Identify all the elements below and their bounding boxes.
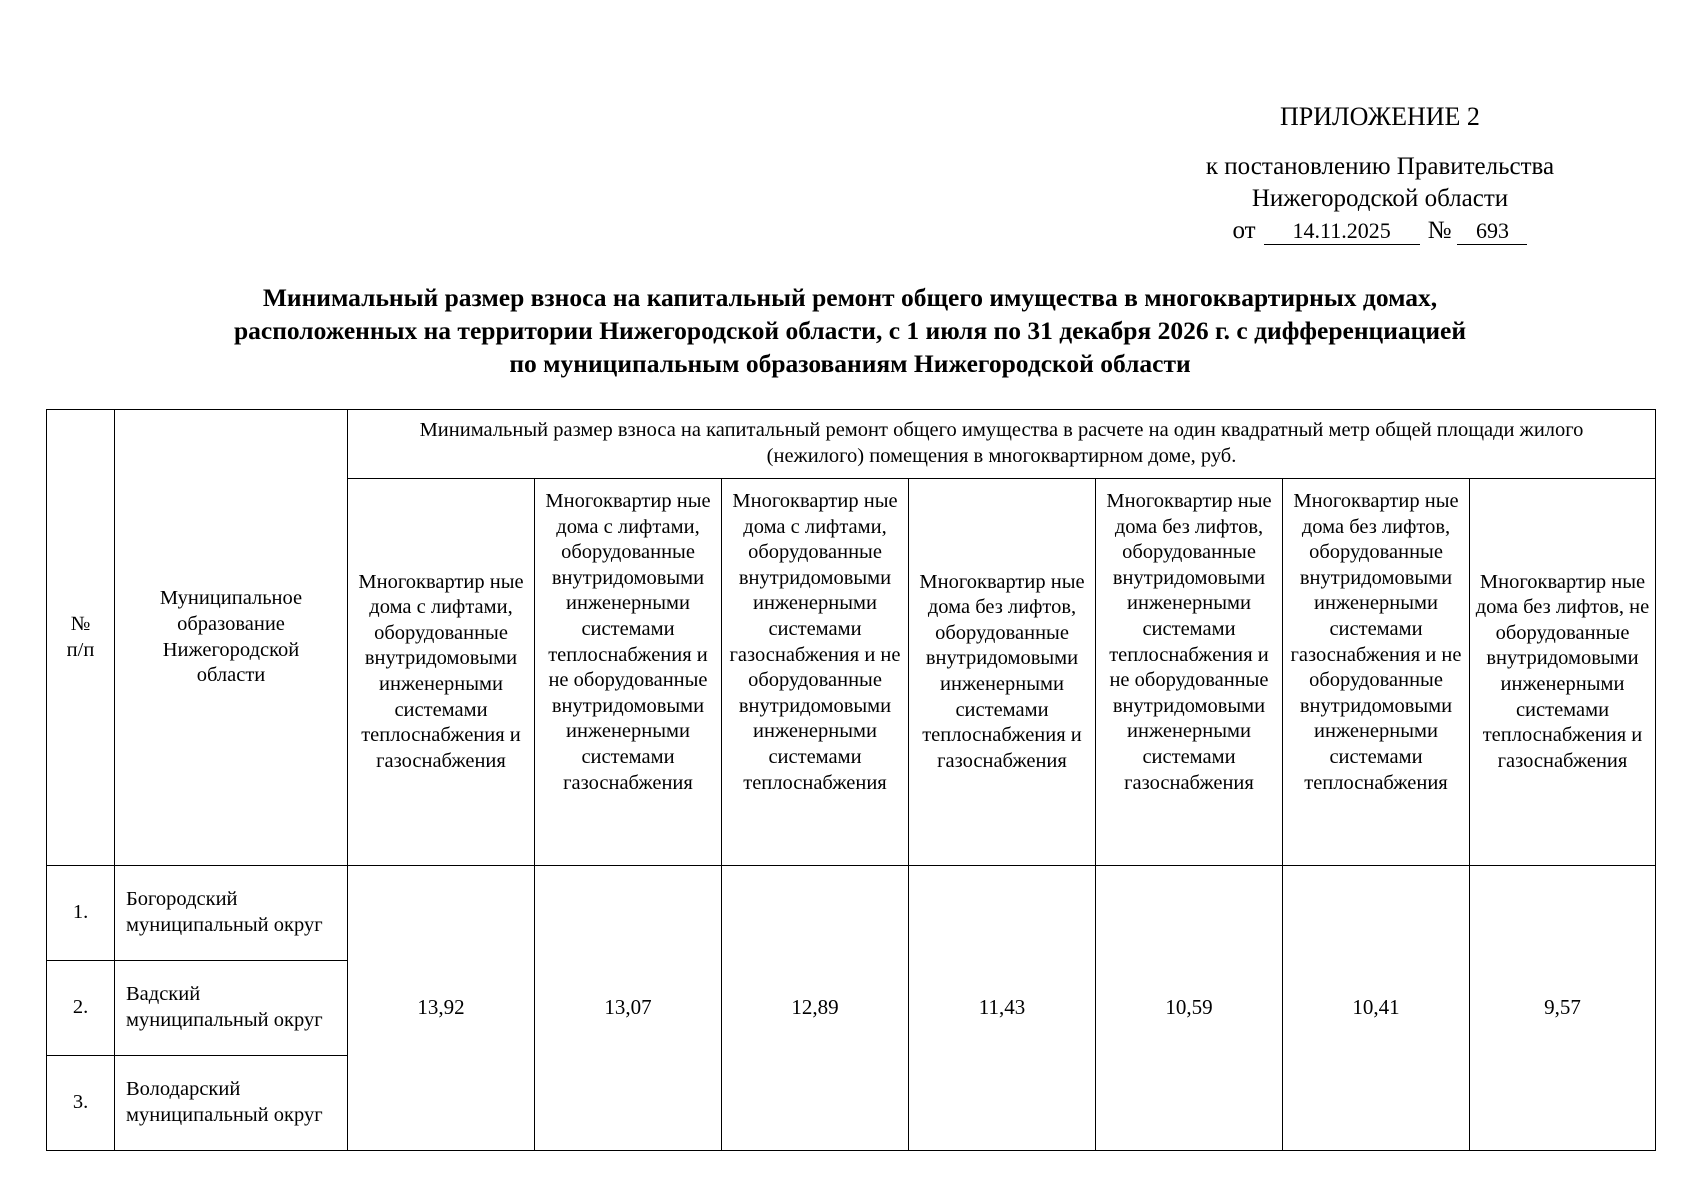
title-line-1: Минимальный размер взноса на капитальный ремонт общего имущества в многоквартирных домах,: [262, 283, 1438, 312]
header-col-7: Многоквартир ные дома без лифтов, не оборудованные внутридомовыми инженерными системами теплоснабжения и газоснабжения: [1470, 479, 1656, 866]
resolution-reference: [1150, 151, 1610, 247]
header-municipality: Муниципальное образование Нижегородской области: [115, 410, 348, 866]
number-prefix: №: [1427, 217, 1452, 244]
row-number: 2.: [47, 961, 115, 1056]
resolution-date: 14.11.2025: [1264, 218, 1420, 245]
row-municipality: Богородский муниципальный округ: [115, 866, 348, 961]
resolution-line-2: Нижегородской области: [1251, 185, 1509, 212]
value-col-2: 13,07: [535, 866, 722, 1151]
header-col-2: Многоквартир ные дома с лифтами, оборудованные внутридомовыми инженерными системами теплоснабжения и не оборудованные внутридомовыми инженерными системами газоснабжения: [535, 479, 722, 866]
row-municipality: Вадский муниципальный округ: [115, 961, 348, 1056]
resolution-date-line: [1150, 215, 1610, 247]
value-col-7: 9,57: [1470, 866, 1656, 1151]
document-title: [60, 281, 1640, 380]
header-col-4: Многоквартир ные дома без лифтов, оборудованные внутридомовыми инженерными системами теплоснабжения и газоснабжения: [909, 479, 1096, 866]
appendix-title: ПРИЛОЖЕНИЕ 2: [1280, 102, 1480, 131]
resolution-number: 693: [1457, 218, 1527, 245]
value-col-1: 13,92: [348, 866, 535, 1151]
title-line-2: расположенных на территории Нижегородской области, с 1 июля по 31 декабря 2026 г. с дифференциацией: [233, 316, 1467, 345]
row-municipality: Володарский муниципальный округ: [115, 1056, 348, 1151]
header-col-5: Многоквартир ные дома без лифтов, оборудованные внутридомовыми инженерными системами теплоснабжения и не оборудованные внутридомовыми инженерными системами газоснабжения: [1096, 479, 1283, 866]
resolution-line-1: к постановлению Правительства: [1205, 153, 1555, 180]
header-group: Минимальный размер взноса на капитальный ремонт общего имущества в расчете на один квадратный метр общей площади жилого (нежилого) помещения в многоквартирном доме, руб.: [348, 410, 1656, 479]
table-row: [47, 866, 1656, 961]
header-col-3: Многоквартир ные дома с лифтами, оборудованные внутридомовыми инженерными системами газоснабжения и не оборудованные внутридомовыми инженерными системами теплоснабжения: [722, 479, 909, 866]
rates-table: [46, 409, 1656, 1151]
row-number: 3.: [47, 1056, 115, 1151]
date-prefix: от: [1232, 217, 1256, 244]
value-col-4: 11,43: [909, 866, 1096, 1151]
value-col-6: 10,41: [1283, 866, 1470, 1151]
header-col-6: Многоквартир ные дома без лифтов, оборудованные внутридомовыми инженерными системами газоснабжения и не оборудованные внутридомовыми инженерными системами теплоснабжения: [1283, 479, 1470, 866]
value-col-5: 10,59: [1096, 866, 1283, 1151]
title-line-3: по муниципальным образованиям Нижегородской области: [509, 349, 1191, 378]
header-col-1: Многоквартир ные дома с лифтами, оборудованные внутридомовыми инженерными системами теплоснабжения и газоснабжения: [348, 479, 535, 866]
header-num: № п/п: [47, 410, 115, 866]
value-col-3: 12,89: [722, 866, 909, 1151]
row-number: 1.: [47, 866, 115, 961]
